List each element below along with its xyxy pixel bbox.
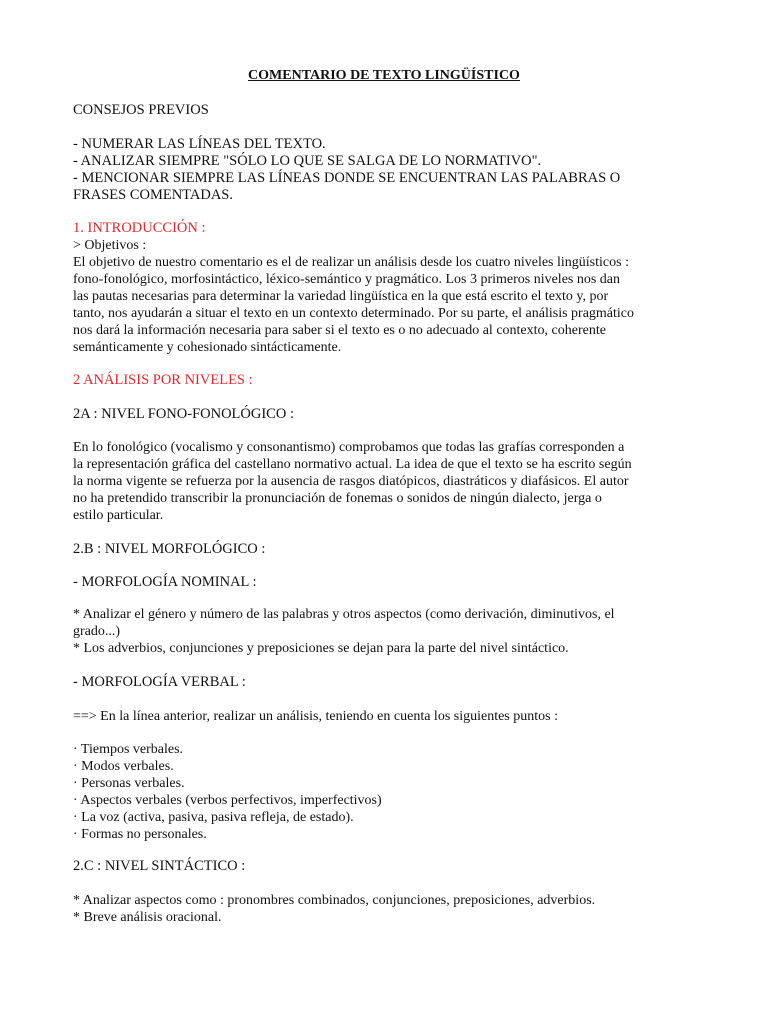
verbal-point: · Tiempos verbales. [73, 742, 184, 757]
document-title: COMENTARIO DE TEXTO LINGÜÍSTICO [248, 68, 520, 83]
intro-objetivos: > Objetivos : [73, 238, 147, 253]
nominal-heading: - MORFOLOGÍA NOMINAL : [73, 574, 257, 590]
fono-paragraph-line: la representación gráfica del castellano normativo actual. La idea de que el texto se ha escrito según [73, 457, 632, 472]
fono-paragraph-line: estilo particular. [73, 508, 164, 523]
consejo-item: - ANALIZAR SIEMPRE "SÓLO LO QUE SE SALGA DE LO NORMATIVO". [73, 153, 542, 169]
nominal-line: * Los adverbios, conjunciones y preposiciones se dejan para la parte del nivel sintáctico. [73, 641, 569, 656]
analisis-heading: 2 ANÁLISIS POR NIVELES : [73, 372, 253, 388]
fono-paragraph-line: la norma vigente se refuerza por la ausencia de rasgos diatópicos, diastráticos y diafásicos. El autor [73, 474, 629, 489]
intro-paragraph-line: las pautas necesarias para determinar la variedad lingüística en la que está escrito el texto y, por [73, 289, 609, 304]
fono-paragraph-line: En lo fonológico (vocalismo y consonantismo) comprobamos que todas las grafías corresponden a [73, 440, 625, 455]
verbal-point: · Personas verbales. [73, 776, 185, 791]
morfo-heading: 2.B : NIVEL MORFOLÓGICO : [73, 541, 266, 557]
verbal-point: · Modos verbales. [73, 759, 174, 774]
nominal-line: grado...) [73, 624, 121, 639]
verbal-point: · Aspectos verbales (verbos perfectivos, imperfectivos) [73, 793, 382, 808]
fono-paragraph-line: no ha pretendido transcribir la pronunciación de fonemas o sonidos de ningún dialecto, jerga o [73, 491, 602, 506]
intro-paragraph-line: El objetivo de nuestro comentario es el de realizar un análisis desde los cuatro niveles lingüísticos : [73, 255, 629, 270]
consejo-item: - NUMERAR LAS LÍNEAS DEL TEXTO. [73, 136, 326, 152]
verbal-intro: ==> En la línea anterior, realizar un análisis, teniendo en cuenta los siguientes puntos : [73, 709, 558, 724]
sintactico-line: * Analizar aspectos como : pronombres combinados, conjunciones, preposiciones, adverbios. [73, 893, 596, 908]
intro-paragraph-line: fono-fonológico, morfosintáctico, léxico-semántico y pragmático. Los 3 primeros niveles nos dan [73, 272, 621, 287]
sintactico-line: * Breve análisis oracional. [73, 910, 222, 925]
consejo-item: FRASES COMENTADAS. [73, 187, 233, 203]
consejos-heading: CONSEJOS PREVIOS [73, 102, 209, 118]
sintactico-heading: 2.C : NIVEL SINTÁCTICO : [73, 858, 246, 874]
verbal-point: · La voz (activa, pasiva, pasiva refleja, de estado). [73, 810, 354, 825]
nominal-line: * Analizar el género y número de las palabras y otros aspectos (como derivación, diminutivos, el [73, 607, 615, 622]
consejo-item: - MENCIONAR SIEMPRE LAS LÍNEAS DONDE SE ENCUENTRAN LAS PALABRAS O [73, 170, 621, 186]
verbal-point: · Formas no personales. [73, 827, 207, 842]
intro-paragraph-line: semánticamente y cohesionado sintácticamente. [73, 340, 342, 355]
intro-paragraph-line: nos dará la información necesaria para saber si el texto es o no adecuado al contexto, coherente [73, 323, 606, 338]
intro-heading: 1. INTRODUCCIÓN : [73, 220, 206, 236]
verbal-heading: - MORFOLOGÍA VERBAL : [73, 674, 246, 690]
fono-heading: 2A : NIVEL FONO-FONOLÓGICO : [73, 406, 294, 422]
intro-paragraph-line: tanto, nos ayudarán a situar el texto en un contexto determinado. Por su parte, el análisis pragmático [73, 306, 634, 321]
